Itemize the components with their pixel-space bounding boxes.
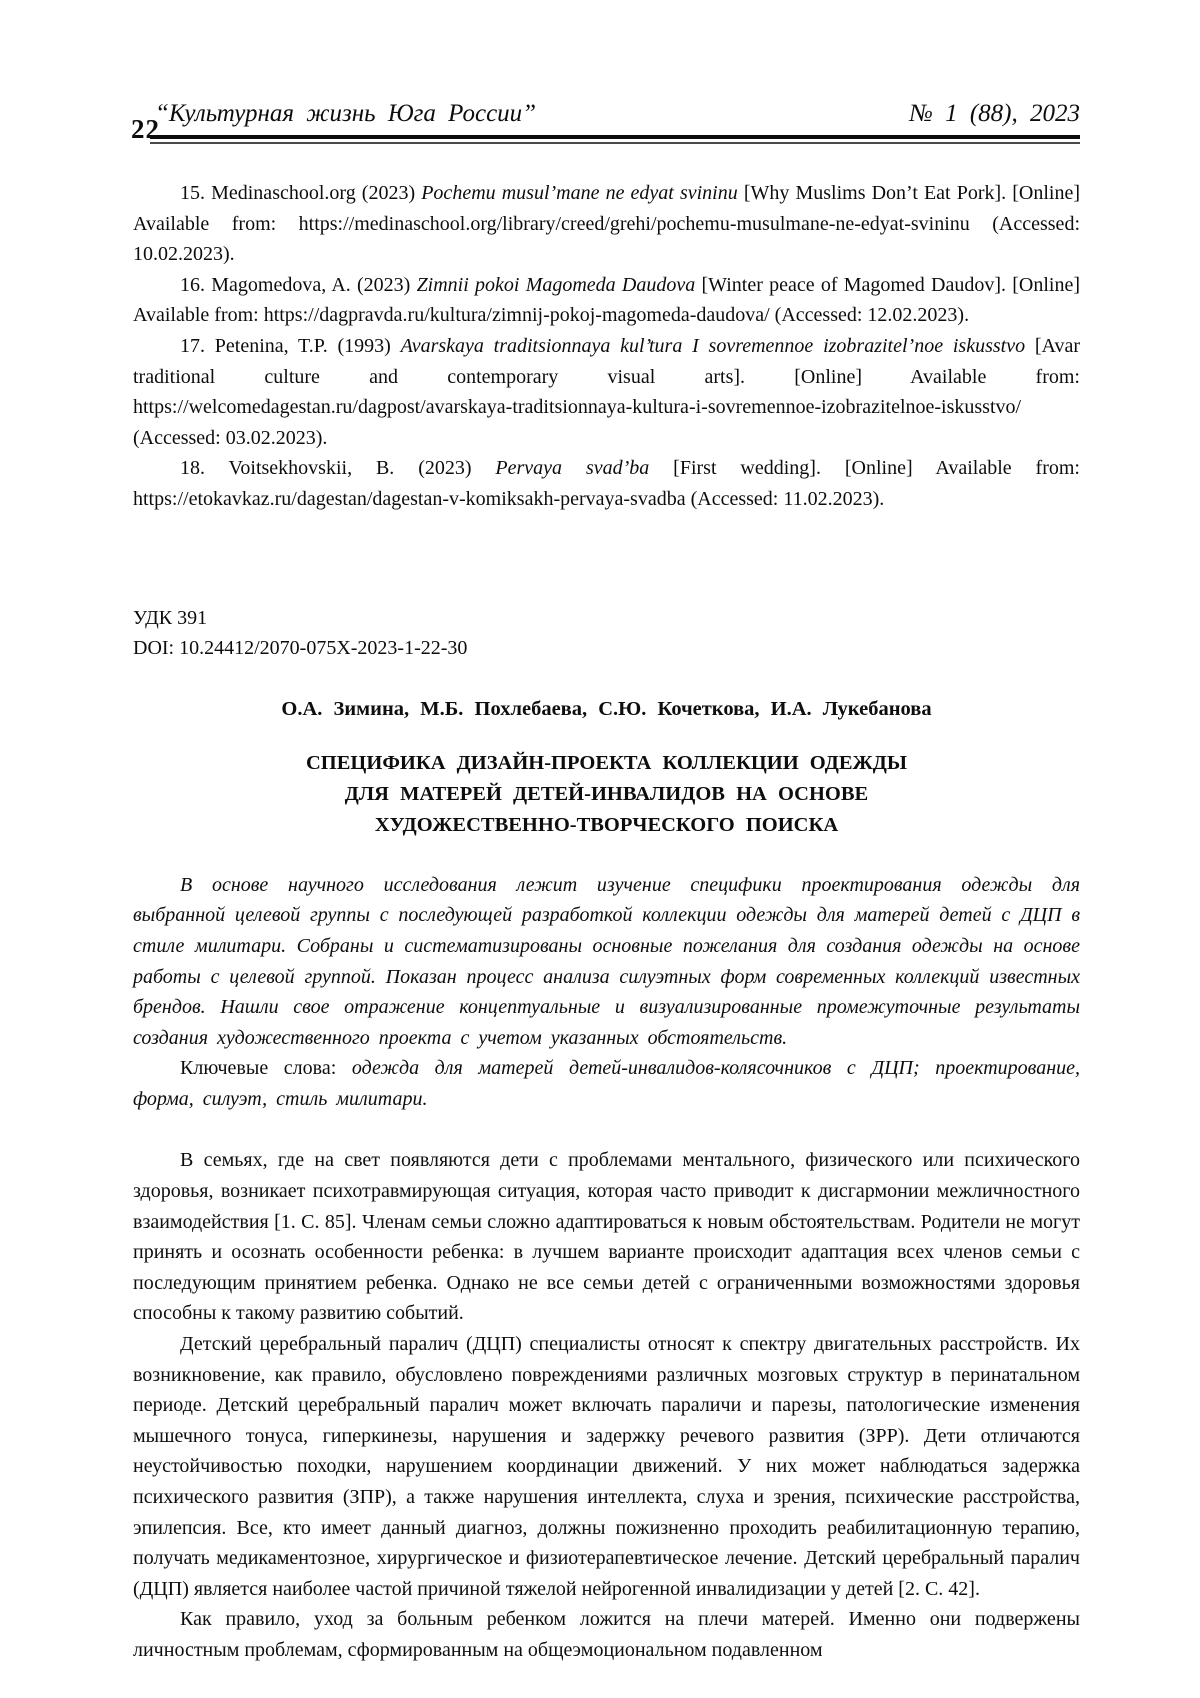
- reference-item-segment: [Why Muslims Don’t Eat Pork]. [Online] Available from: https://medinaschool.org/library/creed/grehi/pochemu-musulmane-ne-edyat-svininu (Accessed: 10.02.2023).: [133, 182, 1080, 266]
- article-body: [133, 1145, 1080, 1665]
- reference-item-segment: 15. Medinaschool.org (2023): [180, 182, 422, 204]
- reference-item: [133, 331, 1080, 453]
- keywords-label: Ключевые слова:: [180, 1057, 352, 1080]
- article-meta: [133, 603, 1080, 664]
- header-rule-thick: [150, 135, 1080, 139]
- page-body: [133, 178, 1080, 1666]
- issue-info: № 1 (88), 2023: [909, 100, 1080, 127]
- journal-title: “Культурная жизнь Юга России”: [155, 100, 537, 127]
- header-rule: [150, 135, 1080, 144]
- reference-item: [133, 178, 1080, 270]
- abstract: В основе научного исследования лежит изучение специфики проектирования одежды для выбранной целевой группы с последующей разработкой коллекции одежды для матерей детей с ДЦП в стиле милитари. Собраны и систематизированы основные пожелания для создания одежды на основе работы с целевой группой. Показан процесс анализа силуэтных форм современных коллекций известных брендов. Нашли свое отражение концептуальные и визуализированные промежуточные результаты создания художественного проекта с учетом указанных обстоятельств.: [133, 873, 1080, 1049]
- header-rule-thin: [150, 142, 1080, 144]
- page-header: [133, 100, 1080, 144]
- reference-item-segment: [Winter peace of Magomed Daudov]. [Online] Available from: https://dagpravda.ru/kultura/zimnij-pokoj-magomeda-daudova/ (Accessed: 12.02.2023).: [133, 273, 1080, 327]
- reference-item-segment: Avarskaya traditsionnaya kul’tura I sovremennoe izobrazitel’noe iskusstvo: [400, 334, 1026, 357]
- body-paragraph: В семьях, где на свет появляются дети с проблемами ментального, физического или психического здоровья, возникает психотравмирующая ситуация, которая часто приводит к дисгармонии межличностного взаимодействия [1. С. 85]. Членам семьи сложно адаптироваться к новым обстоятельствам. Родители не могут принять и осознать особенности ребенка: в лучшем варианте происходит адаптация всех членов семьи с последующим принятием ребенка. Однако не все семьи детей с ограниченными возможностями здоровья способны к такому развитию событий.: [133, 1149, 1080, 1325]
- page-number: 22: [131, 114, 160, 144]
- reference-item-segment: Zimnii pokoi Magomeda Daudova: [416, 273, 696, 296]
- reference-item-segment: 18. Voitsekhovskii, B. (2023): [180, 457, 496, 480]
- reference-item: [133, 270, 1080, 331]
- keywords-text: одежда для матерей детей-инвалидов-колясочников с ДЦП; проектирование, форма, силуэт, стиль милитари.: [133, 1057, 1080, 1110]
- reference-item-segment: Pervaya svad’ba: [495, 457, 650, 480]
- reference-item-segment: 16. Magomedova, A. (2023): [180, 273, 417, 296]
- doi: DOI: 10.24412/2070-075X-2023-1-22-30: [133, 637, 468, 660]
- reference-item: [133, 453, 1080, 514]
- body-paragraph: Как правило, уход за больным ребенком ложится на плечи матерей. Именно они подвержены личностным проблемам, сформированным на общеэмоциональном подавленном: [133, 1608, 1080, 1661]
- reference-item-segment: [Avar traditional culture and contemporary visual arts]. [Online] Available from: https://welcomedagestan.ru/dagpost/avarskaya-traditsionnaya-kultura-i-sovremennoe-izobrazitelnoe-iskusstvo/ (Accessed: 03.02.2023).: [133, 334, 1081, 449]
- reference-item-segment: Pochemu musul’mane ne edyat svininu: [421, 182, 738, 204]
- reference-item-segment: 17. Petenina, T.P. (1993): [180, 334, 401, 357]
- article-title: СПЕЦИФИКА ДИЗАЙН-ПРОЕКТА КОЛЛЕКЦИИ ОДЕЖДЫ ДЛЯ МАТЕРЕЙ ДЕТЕЙ-ИНВАЛИДОВ НА ОСНОВЕ ХУДОЖЕСТВЕННО-ТВОРЧЕСКОГО ПОИСКА: [306, 751, 907, 836]
- running-head: [133, 100, 1080, 128]
- keywords: [133, 1053, 1080, 1114]
- udc-code: УДК 391: [133, 606, 208, 629]
- authors-line: О.А. Зимина, М.Б. Похлебаева, С.Ю. Кочеткова, И.А. Лукебанова: [281, 697, 932, 720]
- reference-item-segment: [First wedding]. [Online] Available from: https://etokavkaz.ru/dagestan/dagestan-v-komiksakh-pervaya-svadba (Accessed: 11.02.2023).: [133, 457, 1080, 510]
- body-paragraph: Детский церебральный паралич (ДЦП) специалисты относят к спектру двигательных расстройств. Их возникновение, как правило, обусловлено повреждениями различных мозговых структур в перинатальном периоде. Детский церебральный паралич может включать параличи и парезы, патологические изменения мышечного тонуса, гиперкинезы, нарушения и задержку речевого развития (ЗРР). Дети отличаются неустойчивостью походки, нарушением координации движений. У них может наблюдаться задержка психического развития (ЗПР), а также нарушения интеллекта, слуха и зрения, психические расстройства, эпилепсия. Все, кто имеет данный диагноз, должны пожизненно проходить реабилитационную терапию, получать медикаментозное, хирургическое и физиотерапевтическое лечение. Детский церебральный паралич (ДЦП) является наиболее частой причиной тяжелой нейрогенной инвалидизации у детей [2. С. 42].: [133, 1333, 1080, 1600]
- references-list: [133, 178, 1080, 515]
